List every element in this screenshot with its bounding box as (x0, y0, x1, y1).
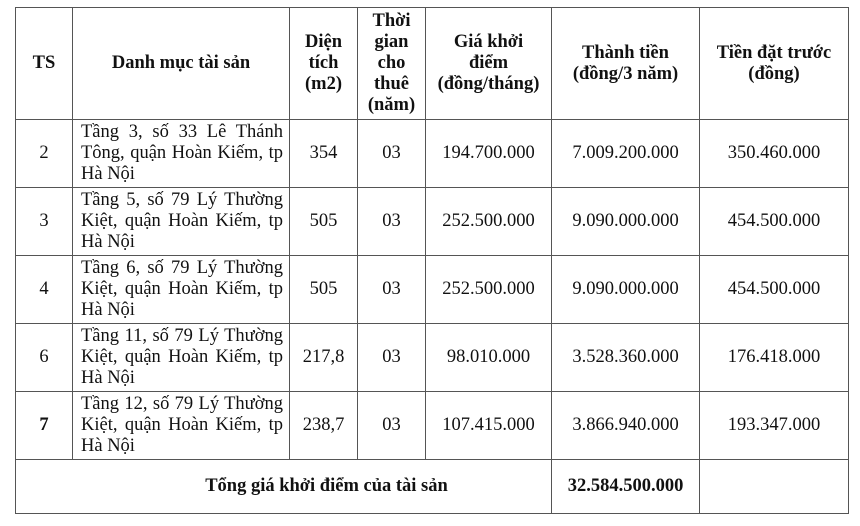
header-amount (552, 8, 700, 120)
cell-start-price: 194.700.000 (426, 120, 552, 188)
cell-ts: 2 (16, 120, 73, 188)
header-deposit-line: (đồng) (748, 63, 800, 84)
header-row (16, 8, 849, 120)
cell-asset: Tầng 5, số 79 Lý Thường Kiệt, quận Hoàn Kiếm, tp Hà Nội (73, 188, 290, 256)
header-area-line: tích (308, 53, 339, 73)
cell-amount: 7.009.200.000 (552, 120, 700, 188)
cell-area: 217,8 (290, 324, 358, 392)
header-amount-line: Thành tiền (582, 42, 669, 63)
cell-area: 354 (290, 120, 358, 188)
header-term-line: (năm) (367, 95, 416, 115)
cell-area: 505 (290, 256, 358, 324)
header-term-line: thuê (374, 74, 409, 94)
cell-area: 238,7 (290, 392, 358, 460)
cell-deposit: 454.500.000 (700, 188, 849, 256)
cell-deposit: 176.418.000 (700, 324, 849, 392)
cell-deposit: 193.347.000 (700, 392, 849, 460)
header-start-price (426, 8, 552, 120)
table-row (16, 188, 849, 256)
cell-asset: Tầng 11, số 79 Lý Thường Kiệt, quận Hoàn Kiếm, tp Hà Nội (73, 324, 290, 392)
cell-amount: 9.090.000.000 (552, 256, 700, 324)
total-label: Tổng giá khởi điểm của tài sản (16, 460, 552, 514)
table-row (16, 392, 849, 460)
header-start-price-line: (đồng/tháng) (437, 74, 540, 94)
cell-asset: Tầng 3, số 33 Lê Thánh Tông, quận Hoàn Kiếm, tp Hà Nội (73, 120, 290, 188)
cell-start-price: 107.415.000 (426, 392, 552, 460)
cell-start-price: 252.500.000 (426, 256, 552, 324)
cell-term: 03 (358, 188, 426, 256)
cell-ts: 3 (16, 188, 73, 256)
header-term-line: cho (377, 53, 406, 73)
cell-deposit: 350.460.000 (700, 120, 849, 188)
header-amount-line: (đồng/3 năm) (572, 63, 679, 84)
header-term (358, 8, 426, 120)
total-row (16, 460, 849, 514)
total-amount: 32.584.500.000 (552, 460, 700, 514)
header-area (290, 8, 358, 120)
table-row (16, 324, 849, 392)
cell-term: 03 (358, 392, 426, 460)
header-start-price-line: điểm (468, 53, 509, 73)
total-deposit (700, 460, 849, 514)
cell-ts: 4 (16, 256, 73, 324)
header-start-price-line: Giá khởi (453, 32, 524, 52)
header-asset: Danh mục tài sản (73, 8, 290, 120)
cell-ts: 7 (16, 392, 73, 460)
cell-term: 03 (358, 324, 426, 392)
cell-start-price: 98.010.000 (426, 324, 552, 392)
header-area-line: Diện (305, 32, 342, 52)
cell-amount: 9.090.000.000 (552, 188, 700, 256)
asset-table (15, 7, 849, 514)
cell-start-price: 252.500.000 (426, 188, 552, 256)
header-deposit-line: Tiền đặt trước (716, 42, 832, 63)
cell-deposit: 454.500.000 (700, 256, 849, 324)
cell-asset: Tầng 12, số 79 Lý Thường Kiệt, quận Hoàn Kiếm, tp Hà Nội (73, 392, 290, 460)
table-row (16, 120, 849, 188)
header-term-line: gian (374, 32, 409, 52)
cell-amount: 3.528.360.000 (552, 324, 700, 392)
header-ts: TS (16, 8, 73, 120)
cell-asset: Tầng 6, số 79 Lý Thường Kiệt, quận Hoàn Kiếm, tp Hà Nội (73, 256, 290, 324)
cell-area: 505 (290, 188, 358, 256)
header-deposit (700, 8, 849, 120)
header-term-line: Thời (372, 11, 411, 31)
cell-ts: 6 (16, 324, 73, 392)
cell-amount: 3.866.940.000 (552, 392, 700, 460)
header-area-line: (m2) (305, 74, 342, 94)
cell-term: 03 (358, 256, 426, 324)
cell-term: 03 (358, 120, 426, 188)
table-row (16, 256, 849, 324)
